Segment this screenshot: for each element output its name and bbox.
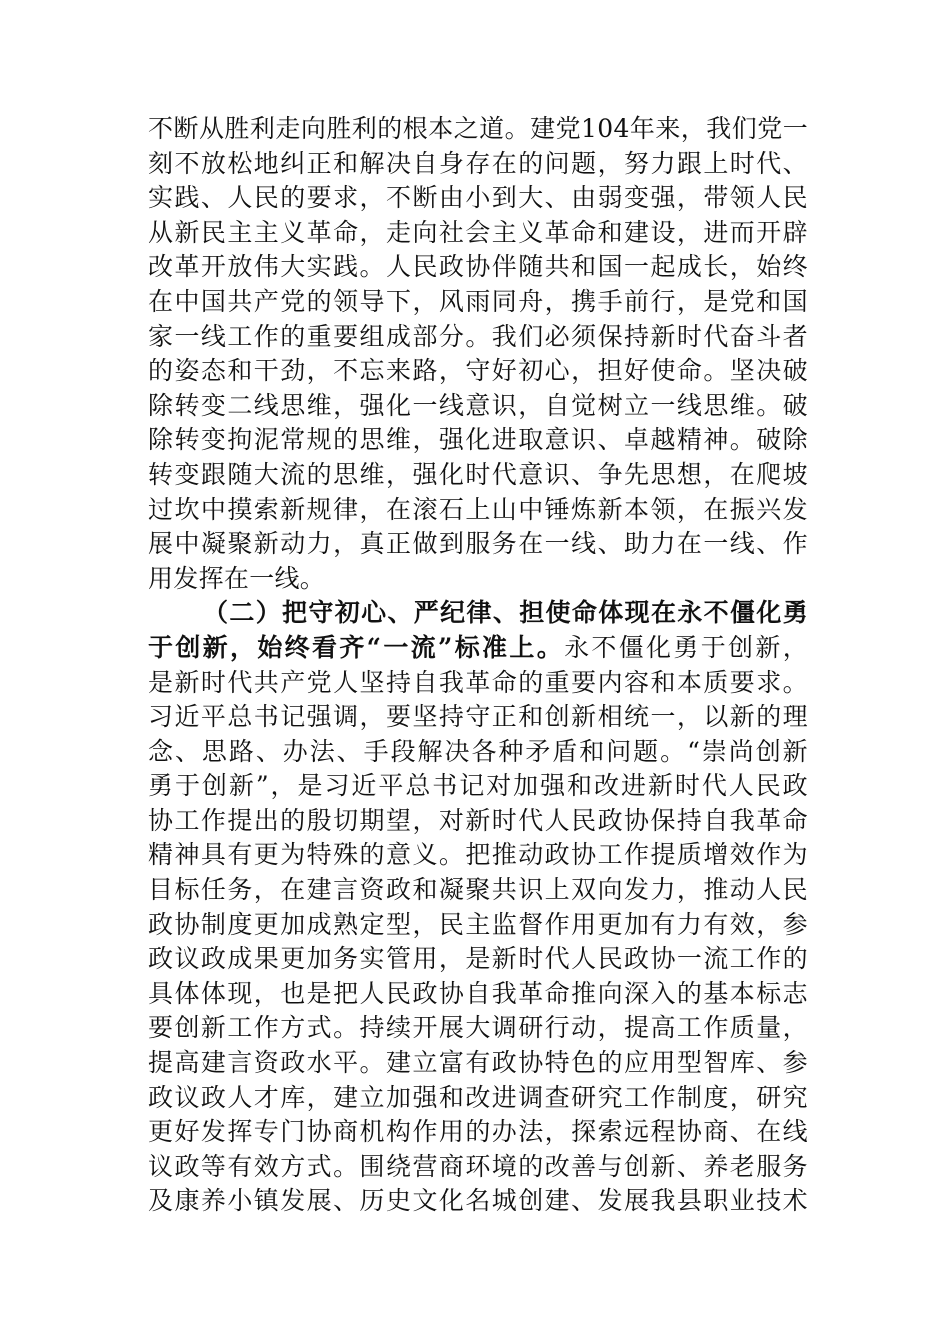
paragraph-line: 更好发挥专门协商机构作用的办法，探索远程协商、在线	[148, 1117, 808, 1147]
paragraph-line: 要创新工作方式。持续开展大调研行动，提高工作质量，	[148, 1013, 808, 1043]
paragraph-line: 除转变拘泥常规的思维，强化进取意识、卓越精神。破除	[148, 425, 808, 455]
paragraph-line: 协工作提出的殷切期望，对新时代人民政协保持自我革命	[148, 805, 808, 835]
paragraph-line: 实践、人民的要求，不断由小到大、由弱变强，带领人民	[148, 183, 808, 213]
paragraph-line: 目标任务，在建言资政和凝聚共识上双向发力，推动人民	[148, 875, 808, 905]
paragraph-line: 的姿态和干劲，不忘来路，守好初心，担好使命。坚决破	[148, 356, 808, 386]
paragraph-line: 除转变二线思维，强化一线意识，自觉树立一线思维。破	[148, 390, 808, 420]
paragraph-text: 永不僵化勇于创新，	[564, 632, 809, 662]
section-heading-line: （二）把守初心、严纪律、担使命体现在永不僵化勇	[203, 598, 808, 628]
paragraph-line: 转变跟随大流的思维，强化时代意识、争先思想，在爬坡	[148, 459, 808, 489]
paragraph-line: 念、思路、办法、手段解决各种矛盾和问题。“崇尚创新	[148, 736, 808, 766]
section-heading-tail: 于创新，始终看齐“一流”标准上。	[148, 632, 565, 662]
paragraph-line: 在中国共产党的领导下，风雨同舟，携手前行，是党和国	[148, 286, 808, 316]
paragraph-line: 刻不放松地纠正和解决自身存在的问题，努力跟上时代、	[148, 148, 808, 178]
paragraph-line: 不断从胜利走向胜利的根本之道。建党104年来，我们党一	[148, 114, 808, 143]
paragraph-line: 政协制度更加成熟定型，民主监督作用更加有力有效，参	[148, 909, 808, 939]
paragraph-line: 习近平总书记强调，要坚持守正和创新相统一，以新的理	[148, 702, 808, 732]
paragraph-line: 及康养小镇发展、历史文化名城创建、发展我县职业技术	[148, 1186, 808, 1216]
paragraph-line: 勇于创新”，是习近平总书记对加强和改进新时代人民政	[148, 771, 808, 801]
paragraph-line: 政议政人才库，建立加强和改进调查研究工作制度，研究	[148, 1082, 808, 1112]
paragraph-line: 改革开放伟大实践。人民政协伴随共和国一起成长，始终	[148, 252, 808, 282]
section-heading-continuation	[148, 631, 808, 666]
paragraph-line: 具体体现，也是把人民政协自我革命推向深入的基本标志	[148, 978, 808, 1008]
paragraph-line: 用发挥在一线。	[148, 563, 326, 593]
paragraph-line: 从新民主主义革命，走向社会主义革命和建设，进而开辟	[148, 217, 808, 247]
paragraph-line: 是新时代共产党人坚持自我革命的重要内容和本质要求。	[148, 667, 808, 697]
paragraph-line: 精神具有更为特殊的意义。把推动政协工作提质增效作为	[148, 840, 808, 870]
paragraph-line: 家一线工作的重要组成部分。我们必须保持新时代奋斗者	[148, 321, 808, 351]
document-body	[148, 112, 808, 1219]
paragraph-line: 过坎中摸索新规律，在滚石上山中锤炼新本领，在振兴发	[148, 494, 808, 524]
paragraph-line: 提高建言资政水平。建立富有政协特色的应用型智库、参	[148, 1048, 808, 1078]
paragraph-line: 议政等有效方式。围绕营商环境的改善与创新、养老服务	[148, 1151, 808, 1181]
paragraph-line: 展中凝聚新动力，真正做到服务在一线、助力在一线、作	[148, 529, 808, 559]
paragraph-line: 政议政成果更加务实管用，是新时代人民政协一流工作的	[148, 944, 808, 974]
